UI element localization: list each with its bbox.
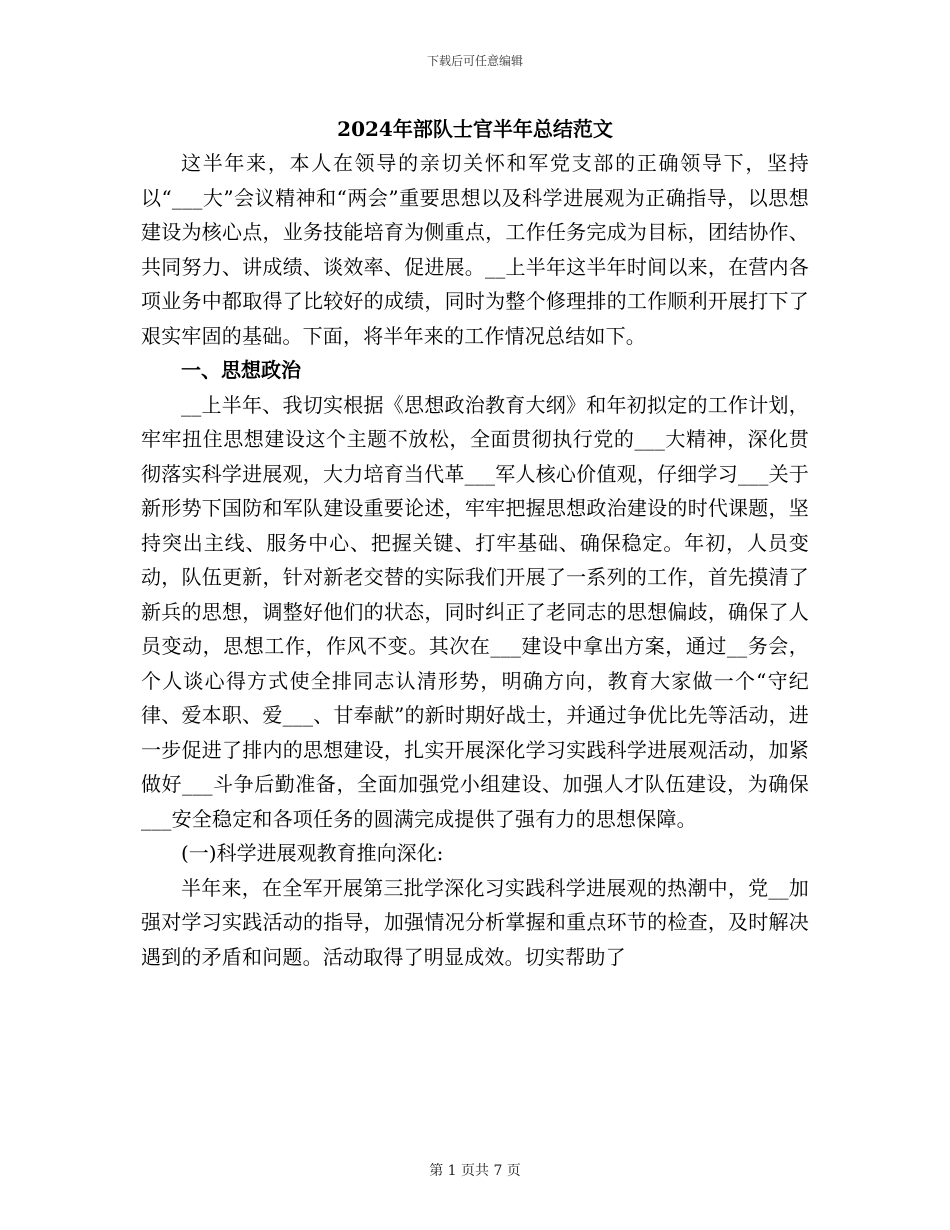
subsection-paragraph-scientific-development: 半年来，在全军开展第三批学深化习实践科学进展观的热潮中，党__加强对学习实践活动的指导，加强情况分析掌握和重点环节的检查，及时解决遇到的矛盾和问题。活动取得了明显成效。切实帮助了 xyxy=(141,875,809,969)
page-title: 2024年部队士官半年总结范文 xyxy=(337,117,613,141)
intro-paragraph: 这半年来，本人在领导的亲切关怀和军党支部的正确领导下，坚持以“___大”会议精神和“两会”重要思想以及科学进展观为正确指导，以思想建设为核心点，业务技能培育为侧重点，工作任务完成为目标，团结协作、共同努力、讲成绩、谈效率、促进展。__上半年这半年时间以来，在营内各项业务中都取得了比较好的成绩，同时为整个修理排的工作顺利开展打下了艰实牢固的基础。下面，将半年来的工作情况总结如下。 xyxy=(141,151,809,348)
header-note: 下载后可任意编辑 xyxy=(426,54,523,68)
section-heading-ideology: 一、思想政治 xyxy=(181,358,301,382)
document-body xyxy=(141,146,809,974)
section-paragraph-ideology: __上半年、我切实根据《思想政治教育大纲》和年初拟定的工作计划，牢牢扭住思想建设这个主题不放松，全面贯彻执行党的___大精神，深化贯彻落实科学进展观，大力培育当代革___军人核心价值观，仔细学习___关于新形势下国防和军队建设重要论述，牢牢把握思想政治建设的时代课题，坚持突出主线、服务中心、把握关键、打牢基础、确保稳定。年初，人员变动，队伍更新，针对新老交替的实际我们开展了一系列的工作，首先摸清了新兵的思想，调整好他们的状态，同时纠正了老同志的思想偏歧，确保了人员变动，思想工作，作风不变。其次在___建设中拿出方案，通过__务会，个人谈心得方式使全排同志认清形势，明确方向，教育大家做一个“守纪律、爱本职、爱___、甘奉献”的新时期好战士，并通过争优比先等活动，进一步促进了排内的思想建设，扎实开展深化学习实践科学进展观活动，加紧做好___斗争后勤准备，全面加强党小组建设、加强人才队伍建设，为确保___安全稳定和各项任务的圆满完成提供了强有力的思想保障。 xyxy=(141,392,809,831)
subsection-heading-scientific-development: (一)科学进展观教育推向深化: xyxy=(181,841,444,865)
page-indicator: 第 1 页共 7 页 xyxy=(429,1163,521,1179)
